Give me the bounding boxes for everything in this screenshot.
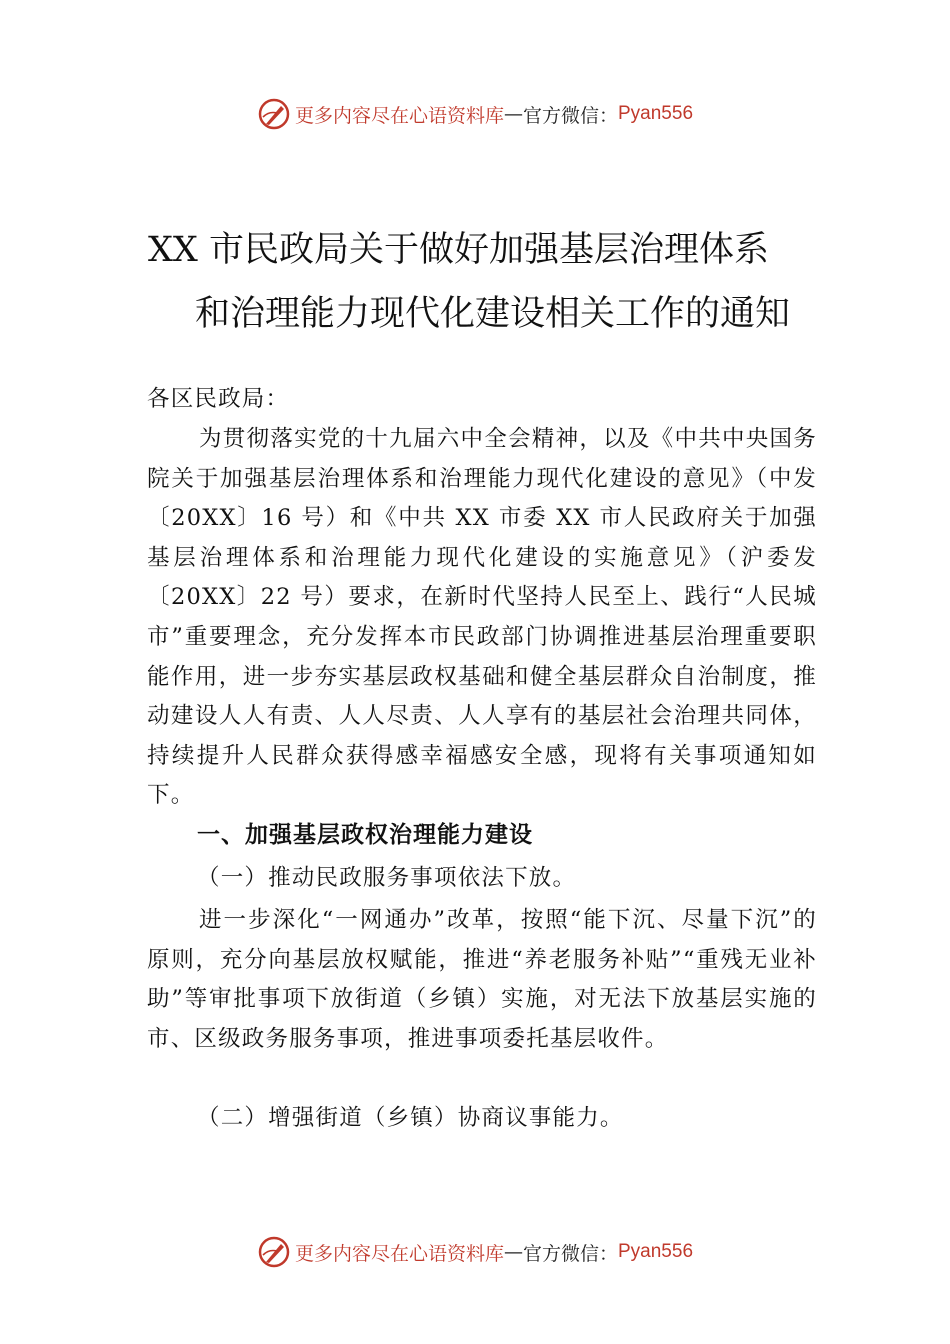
subsection-heading-2: （二）增强街道（乡镇）协商议事能力。 bbox=[197, 1105, 624, 1131]
quill-pen-icon bbox=[257, 1235, 291, 1269]
paragraph-intro: 为贯彻落实党的十九届六中全会精神，以及《中共中央国务院关于加强基层治理体系和治理能力现代化建设的意见》（中发〔20XX〕16 号）和《中共 XX 市委 XX 市人民政府关于加强基层治理体系和治理能力现代化建设的实施意见》（沪委发〔20XX〕22 号）要求，在新时代坚持人民至上、践行“人民城市”重要理念，充分发挥本市民政部门协调推进基层治理重要职能作用，进一步夯实基层政权基础和健全基层群众自治制度，推动建设人人有责、人人尽责、人人享有的基层社会治理共同体，持续提升人民群众获得感幸福感安全感，现将有关事项通知如下。 bbox=[147, 426, 817, 809]
subsection-heading-1: （一）推动民政服务事项依法下放。 bbox=[197, 865, 577, 891]
paragraph-section-1: 进一步深化“一网通办”改革，按照“能下沉、尽量下沉”的原则，充分向基层放权赋能，推进“养老服务补贴”“重残无业补助”等审批事项下放街道（乡镇）实施，对无法下放基层实施的市、区级政务服务事项，推进事项委托基层收件。 bbox=[147, 907, 817, 1052]
banner-wechat-id: Pyan556 bbox=[618, 103, 694, 124]
document-title-line1: XX 市民政局关于做好加强基层治理体系 bbox=[148, 230, 769, 270]
document-title-line2: 和治理能力现代化建设相关工作的通知 bbox=[195, 294, 791, 334]
banner-label: 官方微信： bbox=[522, 104, 618, 127]
salutation: 各区民政局： bbox=[147, 386, 290, 412]
banner-wechat-id: Pyan556 bbox=[618, 1241, 694, 1262]
banner-label: 官方微信： bbox=[522, 1242, 618, 1265]
banner-separator: — bbox=[503, 103, 523, 125]
header-banner bbox=[0, 92, 950, 136]
section-heading-1: 一、加强基层政权治理能力建设 bbox=[197, 822, 533, 848]
banner-brand: 更多内容尽在心语资料库 bbox=[294, 104, 504, 127]
quill-pen-icon bbox=[257, 97, 291, 131]
footer-banner bbox=[0, 1230, 950, 1274]
banner-separator: — bbox=[503, 1241, 523, 1263]
banner-brand: 更多内容尽在心语资料库 bbox=[294, 1242, 504, 1265]
